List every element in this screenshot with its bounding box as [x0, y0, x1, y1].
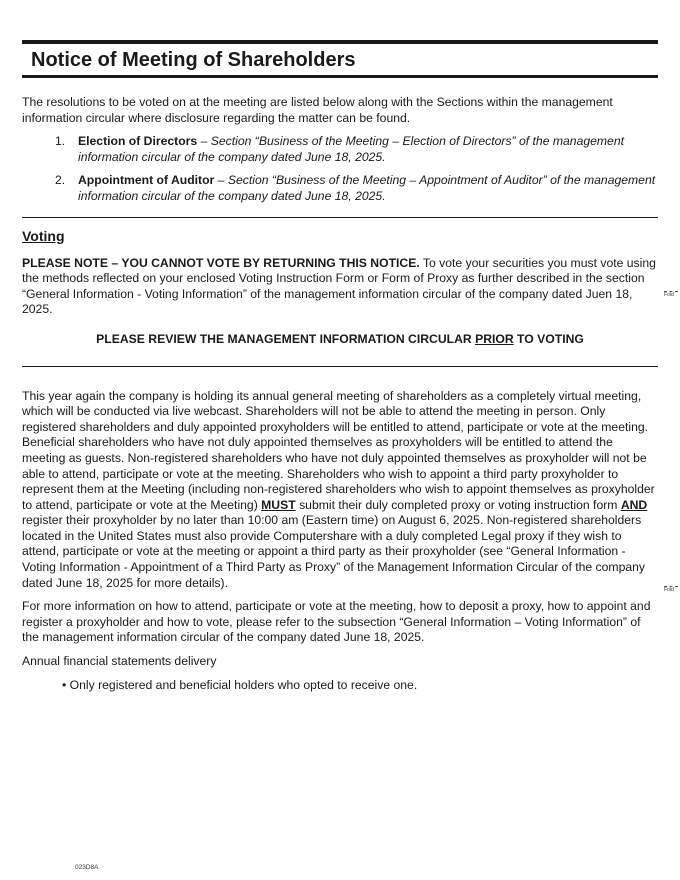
resolution-item	[22, 173, 658, 204]
review-post: TO VOTING	[513, 331, 584, 346]
virtual-part2: submit their duly completed proxy or voting instruction form	[295, 497, 621, 512]
resolution-number: 1.	[55, 134, 66, 149]
financial-heading: Annual financial statements delivery	[22, 654, 217, 669]
resolution-reference: Section “Business of the Meeting – Election of Directors” of the management information circular of the company dated June 18, 2025.	[78, 134, 624, 164]
more-info-paragraph: For more information on how to attend, participate or vote at the meeting, how to deposit a proxy, how to appoint and register a proxyholder and how to vote, please refer to the subsection “General Information – Voting Information” of the management information circular of the company dated June 18, 2025.	[22, 599, 651, 645]
virtual-meeting-paragraph	[22, 389, 658, 592]
resolution-title: Appointment of Auditor	[78, 173, 215, 188]
resolution-number: 2.	[55, 173, 66, 188]
virtual-part3: register their proxyholder by no later than 10:00 am (Eastern time) on August 6, 2025. Non-registered shareholders located in the United States must also provide Computershare with a duly completed Legal proxy if they wish to attend, participate or vote at the meeting or appoint a third party as their proxyholder (see “General Information - Voting Information - Appointment of a Third Party as Proxy” of the Management Information Circular of the company dated June 18, 2025 for more details).	[22, 513, 646, 590]
section-divider	[22, 217, 658, 218]
resolutions-list	[22, 134, 658, 204]
virtual-part1: This year again the company is holding its annual general meeting of shareholders as a completely virtual meeting, which will be conducted via live webcast. Shareholders will not be able to attend the meeting in person. Only registered shareholders and duly appointed proxyholders will be entitled to attend, participate or vote at the meeting. Beneficial shareholders who have not duly appointed themselves as proxyholders will be entitled to attend the meeting as guests. Non-registered shareholders who have not duly appointed themselves as proxyholder will not be able to attend, participate or vote at the meeting. Shareholders who wish to appoint a third party proxyholder to represent them at the Meeting (including non-registered shareholders who wish to appoint themselves as proxyholder to attend, participate or vote at the Meeting)	[22, 388, 655, 512]
fold-mark	[664, 291, 678, 298]
voting-heading: Voting	[22, 227, 65, 244]
form-code: 023D8A	[75, 864, 99, 871]
fold-label: Fold	[664, 587, 674, 593]
voting-note-text: To vote your securities you must vote using the methods reflected on your enclosed Voting Instruction Form or Form of Proxy as further described in the section “General Information - Voting Information” of the management information circular of the company dated Juen 18, 2025.	[22, 255, 656, 317]
review-pre: PLEASE REVIEW THE MANAGEMENT INFORMATION CIRCULAR	[96, 331, 476, 346]
fold-label: Fold	[664, 292, 674, 298]
section-divider	[22, 366, 658, 367]
and-emphasis: AND	[620, 497, 648, 512]
voting-note	[22, 256, 658, 318]
must-emphasis: MUST	[261, 497, 296, 512]
resolution-title: Election of Directors	[78, 134, 198, 149]
intro-paragraph: The resolutions to be voted on at the meeting are listed below along with the Sections within the management information circular where disclosure regarding the matter can be found.	[22, 95, 613, 125]
resolution-reference: Section “Business of the Meeting – Appointment of Auditor” of the management information circular of the company dated June 18, 2025.	[78, 173, 656, 203]
page-title: Notice of Meeting of Shareholders	[31, 49, 356, 71]
resolution-separator: –	[214, 173, 228, 188]
resolution-separator: –	[197, 134, 211, 149]
notice-page	[22, 40, 658, 693]
fold-mark	[664, 586, 678, 593]
voting-note-bold: PLEASE NOTE – YOU CANNOT VOTE BY RETURNING THIS NOTICE.	[22, 255, 420, 270]
financial-bullet: • Only registered and beneficial holders who opted to receive one.	[62, 677, 418, 692]
review-prior: PRIOR	[475, 331, 514, 346]
review-notice	[22, 332, 658, 348]
resolution-item	[22, 134, 658, 165]
title-bar	[22, 40, 658, 78]
